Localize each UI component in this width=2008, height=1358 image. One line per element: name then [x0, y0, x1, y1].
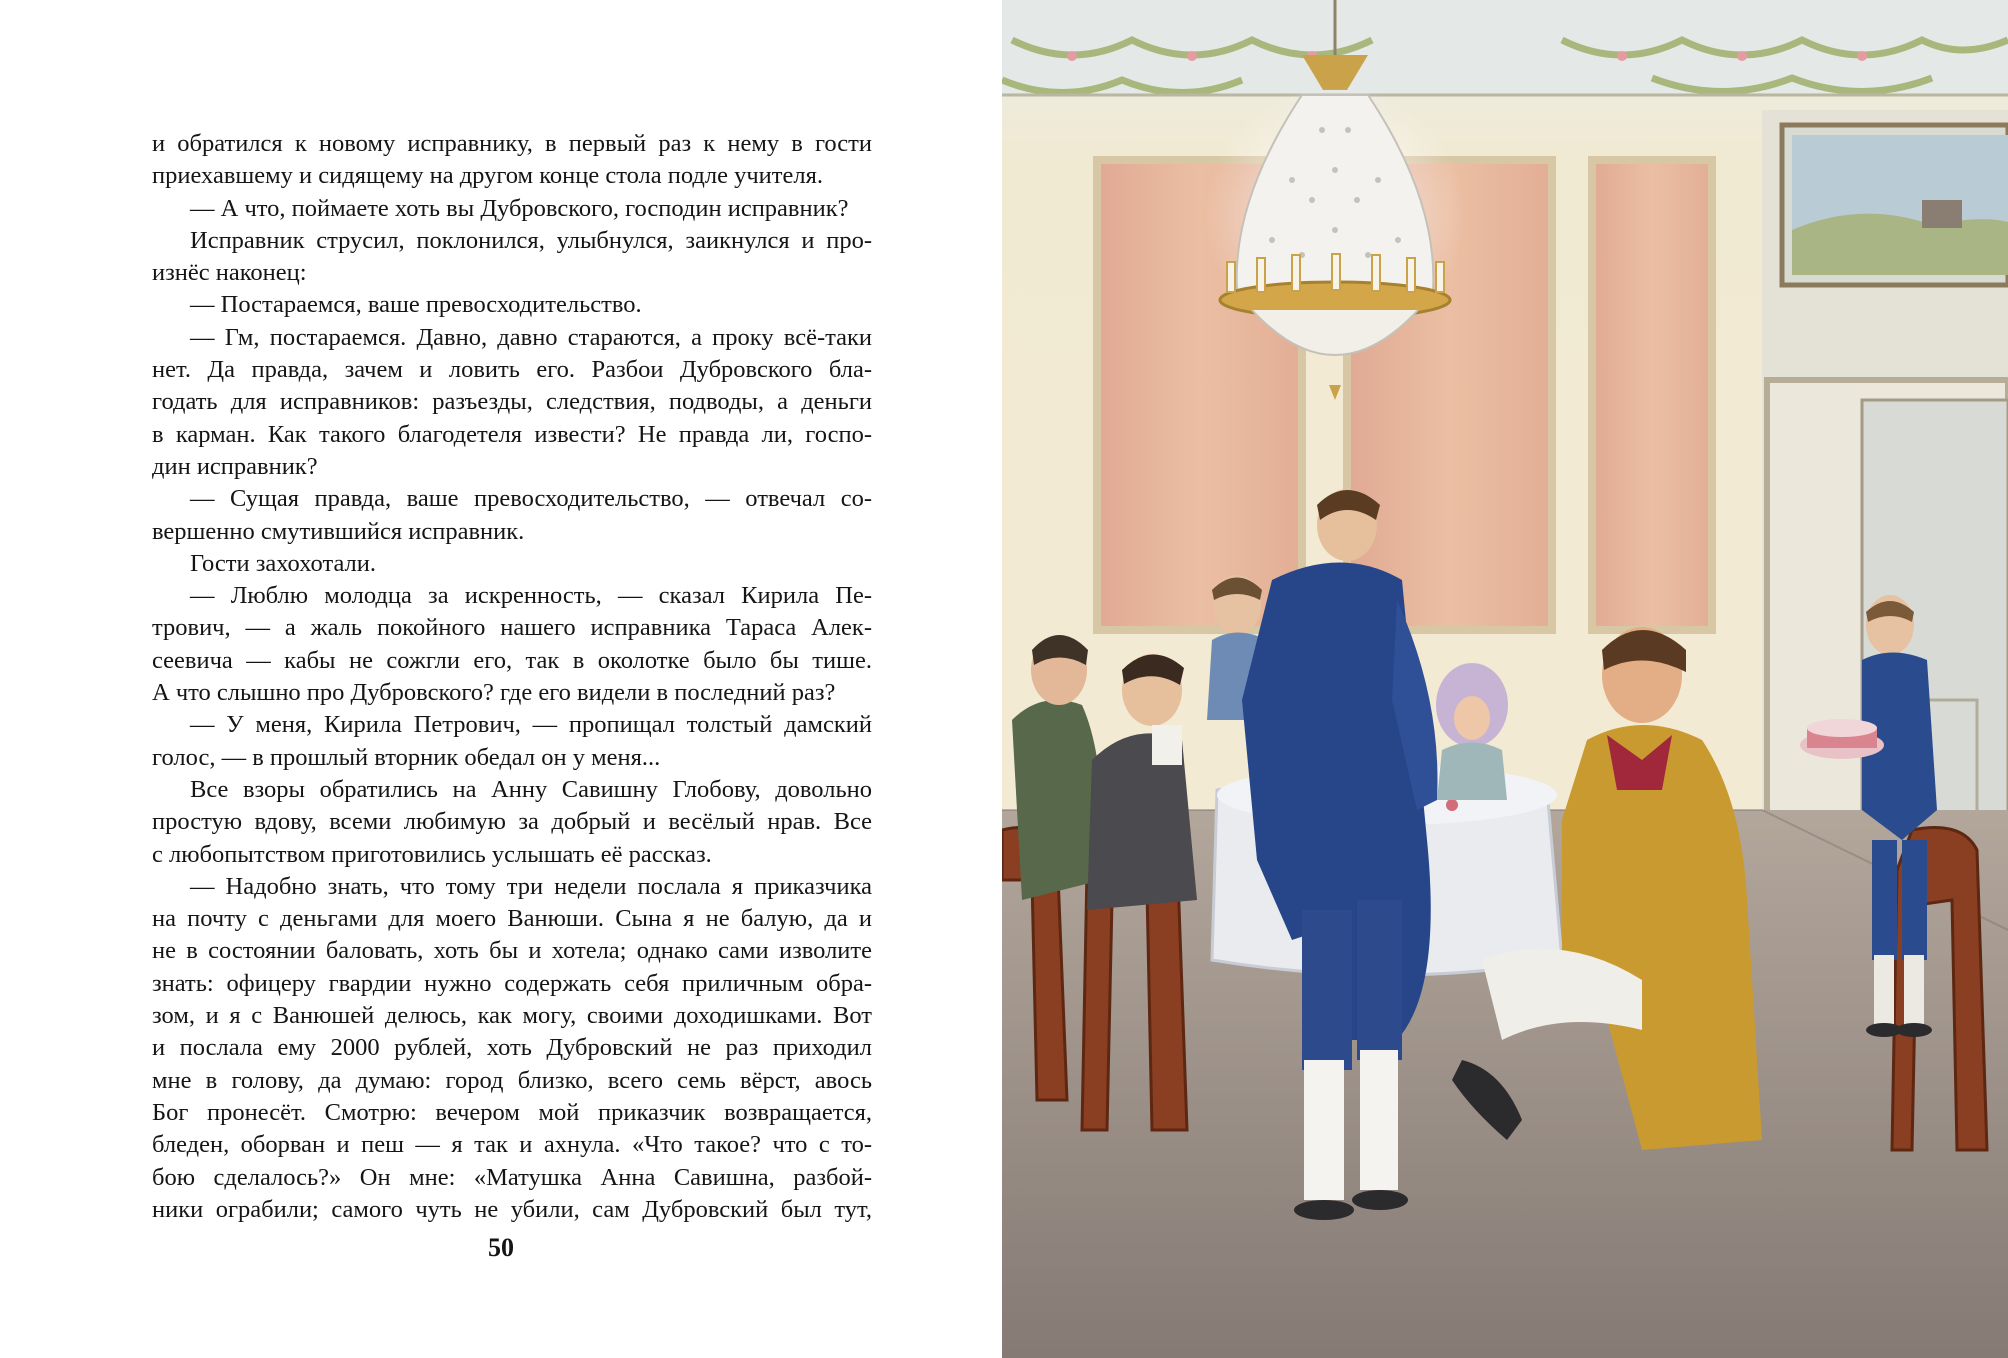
- left-page: [0, 0, 1002, 1358]
- text-line: ники ограбили; самого чуть не убили, сам Дубровский был тут,: [152, 1195, 872, 1223]
- text-line: с любопытством приготовились услышать её рассказ.: [152, 840, 712, 868]
- page-number: 50: [488, 1233, 514, 1262]
- text-line: на почту с деньгами для моего Ванюши. Сына я не балую, да и: [152, 905, 872, 933]
- text-line: мне в голову, да думаю: город близко, всего семь вёрст, авось: [152, 1066, 872, 1094]
- text-line: — Надобно знать, что тому три недели послала я приказчика: [190, 872, 872, 900]
- text-line: вершенно смутившийся исправник.: [152, 517, 525, 545]
- text-line: изнёс наконец:: [152, 259, 307, 287]
- text-line: — Постараемся, ваше превосходительство.: [190, 291, 642, 319]
- text-line: — Сущая правда, ваше превосходительство, — отвечал со-: [190, 485, 872, 513]
- text-line: не в состоянии баловать, хоть бы и хотела; однако сами изволите: [152, 937, 872, 965]
- text-line: в карман. Как такого благодетеля извести? Не правда ли, госпо-: [152, 420, 872, 448]
- text-line: — У меня, Кирила Петрович, — пропищал толстый дамский: [190, 711, 872, 739]
- text-line: Бог пронесёт. Смотрю: вечером мой приказчик возвращается,: [152, 1098, 872, 1126]
- illustration-panel: [1002, 0, 2008, 1358]
- text-line: простую вдову, всеми любимую за добрый и весёлый нрав. Все: [152, 808, 872, 836]
- text-line: Гости захохотали.: [190, 549, 376, 577]
- text-line: и послала ему 2000 рублей, хоть Дубровский не раз приходил: [152, 1034, 872, 1062]
- text-line: зом, и я с Ванюшей делюсь, как могу, своими доходишками. Вот: [152, 1002, 872, 1030]
- text-line: приехавшему и сидящему на другом конце стола подле учителя.: [152, 162, 823, 190]
- text-line: бою сделалось?» Он мне: «Матушка Анна Савишна, разбой-: [152, 1163, 872, 1191]
- text-line: трович, — а жаль покойного нашего исправника Тараса Алек-: [152, 614, 872, 642]
- text-line: и обратился к новому исправнику, в первый раз к нему в гости: [152, 130, 872, 157]
- text-line: дин исправник?: [152, 452, 318, 480]
- text-line: А что слышно про Дубровского? где его видели в последний раз?: [152, 679, 836, 707]
- text-line: годать для исправников: разъезды, следствия, подводы, а деньги: [152, 388, 872, 416]
- text-line: знать: офицеру гвардии нужно содержать себя приличным обра-: [152, 969, 872, 997]
- text-line: Исправник струсил, поклонился, улыбнулся, заикнулся и про-: [190, 226, 872, 254]
- text-line: бледен, оборван и пеш — я так и ахнула. «Что такое? что с то-: [152, 1131, 872, 1159]
- text-line: голос, — в прошлый вторник обедал он у меня...: [152, 743, 661, 771]
- wall-panel-right: [1592, 160, 1712, 630]
- text-line: сеевича — кабы не сожгли его, так в околотке было бы тише.: [152, 646, 872, 674]
- text-line: Все взоры обратились на Анну Савишну Глобову, довольно: [190, 775, 872, 803]
- dining-scene-illustration: [1002, 0, 2008, 1358]
- text-block: [152, 128, 872, 1226]
- text-line: — А что, поймаете хоть вы Дубровского, господин исправник?: [190, 194, 849, 222]
- text-line: — Гм, постараемся. Давно, давно стараются, а проку всё-таки: [190, 323, 872, 351]
- text-line: нет. Да правда, зачем и ловить его. Разбои Дубровского бла-: [152, 356, 872, 384]
- text-line: — Люблю молодца за искренность, — сказал Кирила Пе-: [190, 582, 872, 610]
